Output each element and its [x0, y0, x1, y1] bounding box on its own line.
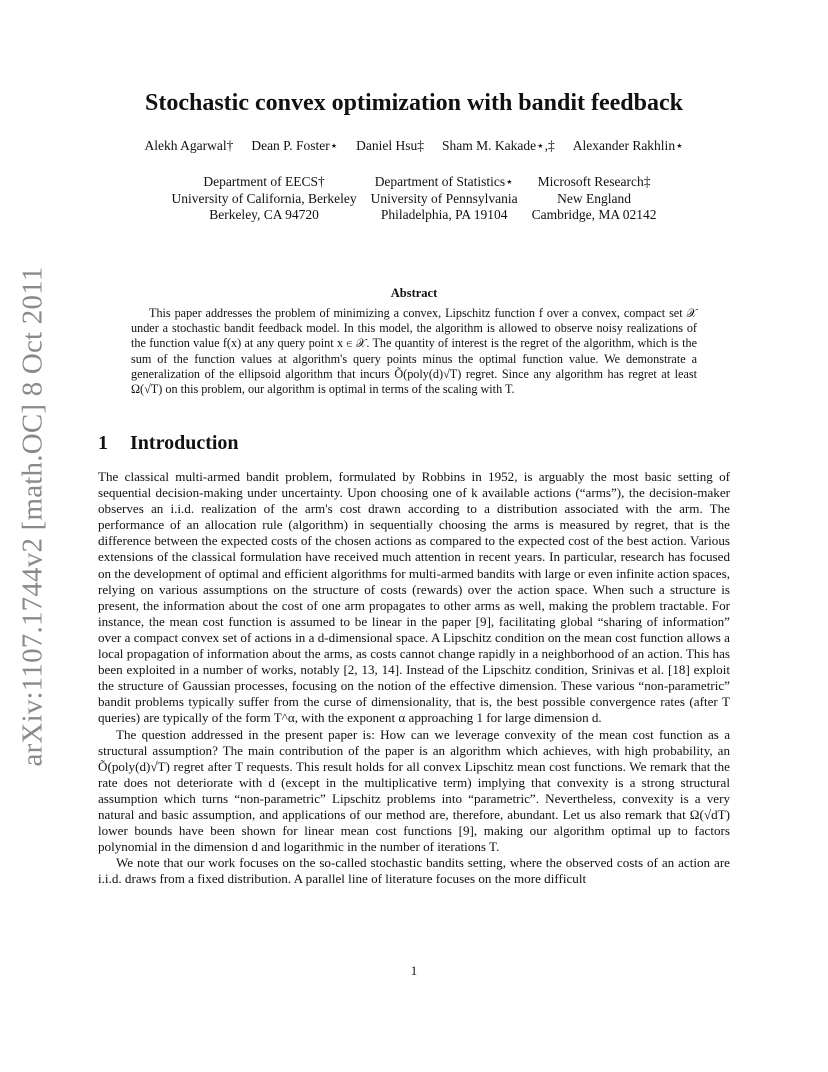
- affiliation-line: Microsoft Research‡: [537, 174, 651, 189]
- author: Daniel Hsu‡: [356, 138, 425, 153]
- section-number: 1: [98, 432, 108, 454]
- paragraph: The classical multi-armed bandit problem, formulated by Robbins in 1952, is arguably the most basic setting of sequential decision-making under uncertainty. Upon choosing one of k available actions (“arms”), the decision-maker observes an i.i.d. realization of the arm's cost drawn according to a distribution associated with the arm. The performance of an allocation rule (algorithm) in sequentially choosing the arms is measured by regret, that is the difference between the expected costs of the chosen actions as compared to the expected cost of the best action. Various extensions of the classical formulation have received much attention in recent years. In particular, research has focused on the development of optimal and efficient algorithms for multi-armed bandits with large or even infinite action spaces, relying on various assumptions on the structure of costs (rewards) over the action space. When such a structure is present, the information about the cost of one arm propagates to other arms as well, making the problem tractable. For instance, the mean cost function is assumed to be linear in the paper [9], facilitating global “sharing of information” over a compact convex set of actions in a d-dimensional space. A Lipschitz condition on the mean cost function allows a local propagation of information about the arms, as costs cannot change rapidly in a neighborhood of an action. This has been exploited in a number of works, notably [2, 13, 14]. Instead of the Lipschitz condition, Srinivas et al. [18] exploit the structure of Gaussian processes, focusing on the notion of the effective dimension. These various “non-parametric” bandit problems typically suffer from the curse of dimensionality, that is, the best possible convergence rates (after T queries) are typically of the form T^α, with the exponent α approaching 1 for large dimension d.: [98, 469, 730, 726]
- affiliation-line: Department of EECS†: [203, 174, 325, 189]
- author: Sham M. Kakade⋆,‡: [442, 138, 555, 153]
- affiliation-line: Cambridge, MA 02142: [531, 207, 657, 222]
- paragraph: We note that our work focuses on the so-called stochastic bandits setting, where the observed costs of an action are i.i.d. draws from a fixed distribution. A parallel line of literature focuses on the more difficult: [98, 855, 730, 887]
- author: Dean P. Foster⋆: [251, 138, 339, 153]
- affiliation: [171, 174, 356, 224]
- paper-title: Stochastic convex optimization with bandit feedback: [144, 90, 683, 116]
- affiliation: [532, 174, 657, 224]
- section-title: Introduction: [130, 432, 239, 454]
- author: Alexander Rakhlin⋆: [572, 138, 684, 153]
- abstract-text: This paper addresses the problem of minimizing a convex, Lipschitz function f over a convex, compact set 𝒳 under a stochastic bandit feedback model. In this model, the algorithm is allowed to observe noisy realizations of the function value f(x) at any query point x ∈ 𝒳. The quantity of interest is the regret of the algorithm, which is the sum of the function values at algorithm's query points minus the optimal function value. We demonstrate a generalization of the ellipsoid algorithm that incurs Õ(poly(d)√T) regret. Since any algorithm has regret at least Ω(√T) on this problem, our algorithm is optimal in terms of the scaling with T.: [131, 306, 697, 397]
- abstract-heading: Abstract: [390, 286, 438, 300]
- body-text: [98, 469, 730, 887]
- affiliation-line: Department of Statistics⋆: [374, 174, 514, 189]
- affiliation-list: [140, 174, 688, 224]
- section-heading: [98, 432, 239, 455]
- affiliation-line: Philadelphia, PA 19104: [380, 207, 508, 222]
- affiliation: [371, 174, 518, 224]
- paragraph: The question addressed in the present paper is: How can we leverage convexity of the mean cost function as a structural assumption? The main contribution of the paper is an algorithm which achieves, with high probability, an Õ(poly(d)√T) regret after T requests. This result holds for all convex Lipschitz mean cost functions. We remark that the rate does not deteriorate with d (except in the multiplicative term) implying that convexity is a strong structural assumption which turns “non-parametric” Lipschitz problems into “parametric”. Nevertheless, convexity is a very natural and basic assumption, and applications of our method are, therefore, abundant. Let us also remark that Ω(√dT) lower bounds have been shown for linear mean cost functions [9], making our algorithm optimal up to factors polynomial in the dimension d and logarithmic in the number of iterations T.: [98, 726, 730, 855]
- affiliation-line: New England: [557, 190, 632, 206]
- arxiv-side-stamp: [8, 266, 58, 766]
- arxiv-identifier: arXiv:1107.1744v2 [math.OC] 8 Oct 2011: [16, 266, 49, 766]
- affiliation-line: University of Pennsylvania: [370, 190, 518, 206]
- author: Alekh Agarwal†: [144, 138, 234, 153]
- affiliation-line: Berkeley, CA 94720: [209, 207, 319, 222]
- author-list: [96, 138, 732, 154]
- affiliation-line: University of California, Berkeley: [171, 190, 357, 206]
- page-number: 1: [410, 963, 418, 978]
